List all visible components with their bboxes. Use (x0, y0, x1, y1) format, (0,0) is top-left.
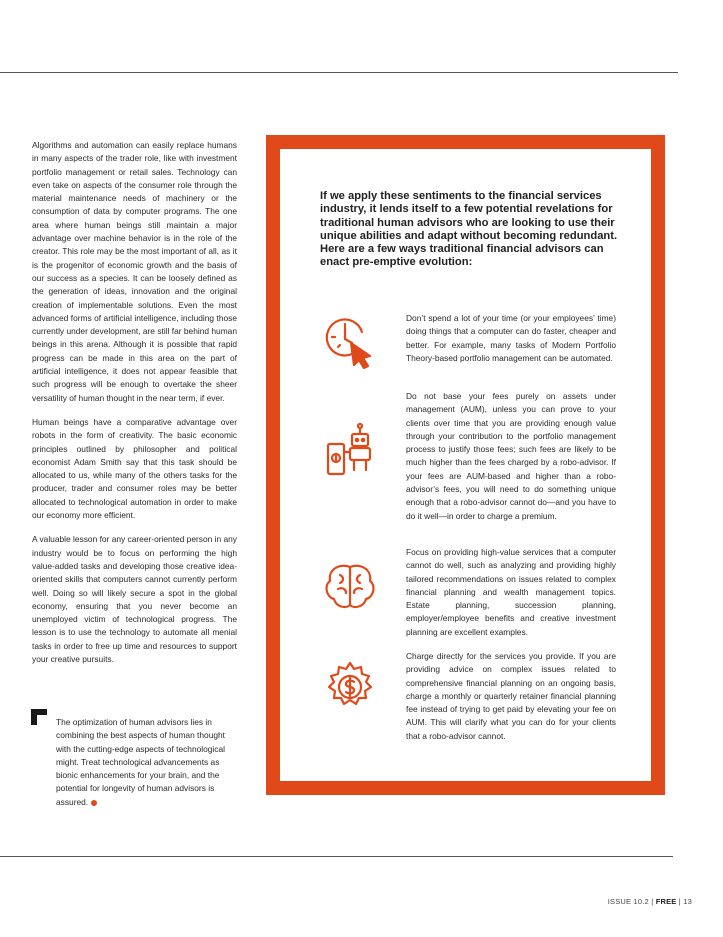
tip-text: Focus on providing high-value services that a computer cannot do well, such as analyzing and providing highly tailored recommendations on issues related to complex financial planning and wealth management topics. Estate planning, succession planning, employer/employee benefits and creative investment planning are excellent examples. (406, 547, 616, 637)
pull-quote-text: The optimization of human advisors lies in combining the best aspects of human thought with the cutting-edge aspects of technological might. Treat technological advancements as bionic enhancements for your brain, and the potential for longevity of human advisors is assured. (56, 717, 226, 807)
article-body (32, 139, 237, 677)
article-paragraph: A valuable lesson for any career-oriented person in any industry would be to focus on performing the high value-added tasks and developing those creative idea-oriented skills that computers cannot currently perform well. Doing so will likely secure a spot in the global economy, ensuring that you never become an unemployed victim of technological progress. The lesson is to use the technology to automate all menial tasks in order to free up time and resources to support your creative pursuits. (32, 534, 237, 664)
pull-quote (56, 716, 238, 809)
issue-label: ISSUE 10.2 (607, 897, 649, 906)
robot-advisor-icon (318, 420, 382, 484)
tip-text: Don’t spend a lot of your time (or your employees’ time) doing things that a computer can do faster, cheaper and better. For example, many tasks of Modern Portfolio Theory-based portfolio management can be automated. (406, 313, 616, 363)
bottom-rule (0, 856, 673, 857)
callout-corner-mark (31, 709, 47, 725)
brain-icon (318, 555, 382, 619)
page-number: 13 (683, 897, 692, 906)
end-mark-icon (91, 800, 97, 806)
dollar-gear-icon (318, 655, 382, 719)
sidebar-lead: If we apply these sentiments to the financial services industry, it lends itself to a few potential revelations for traditional human advisors who are looking to use their unique abilities and adapt without becoming redundant. Here are a few ways traditional financial advisors can enact pre-emptive evolution: (320, 190, 618, 269)
top-rule (0, 72, 678, 73)
tip-text: Do not base your fees purely on assets under management (AUM), unless you can prove to your clients over time that you are providing enough value through your contribution to the portfolio management process to justify those fees; such fees are likely to be much higher than the fees charged by a robo-advisor. If your fees are AUM-based and higher than a robo-advisor’s fees, you will need to do something unique enough that a robo-advisor cannot do—and you have to do it well—in order to charge a premium. (406, 391, 616, 521)
article-paragraph: Human beings have a comparative advantage over robots in the form of creativity. The basic economic principles outlined by philosopher and political economist Adam Smith say that this task should be allocated to us, while many of the others tasks for the producer, trader and consumer roles may be better allocated to technological automation in order to make our economy more efficient. (32, 416, 237, 521)
magazine-brand: FREE (655, 897, 677, 906)
footer-separator: | (678, 897, 681, 906)
tip-text: Charge directly for the services you provide. If you are providing advice on complex issues related to comprehensive financial planning on an ongoing basis, charge a monthly or quarterly retainer financial planning fee instead of trying to get paid by elevating your fee on AUM. This will clarify what you can do for your clients that a robo-advisor cannot. (406, 651, 616, 741)
clock-pointer-icon (318, 310, 382, 374)
footer-separator: | (651, 897, 654, 906)
page-footer (608, 897, 692, 906)
article-paragraph: Algorithms and automation can easily replace humans in many aspects of the trader role, like with investment portfolio management or retail sales. Technology can even take on aspects of the consumer role through the material maintenance needs of machinery or the consumption of data by computer programs. The one area where human beings still maintain a major advantage over machine behavior is in the role of the creator. This role may be the most important of all, as it is the progenitor of economic growth and the basis of our success as a species. It can be loosely defined as the generation of ideas, innovation and the original creation of implementable solutions. Even the most advanced forms of artificial intelligence, including those currently under development, are still far behind human beings in this arena. Although it is possible that rapid progress can be made in this area on the part of artificial intelligence, it does not appear feasible that such progress will be enough to overtake the sheer versatility of human thought in the near term, if ever. (32, 140, 237, 403)
